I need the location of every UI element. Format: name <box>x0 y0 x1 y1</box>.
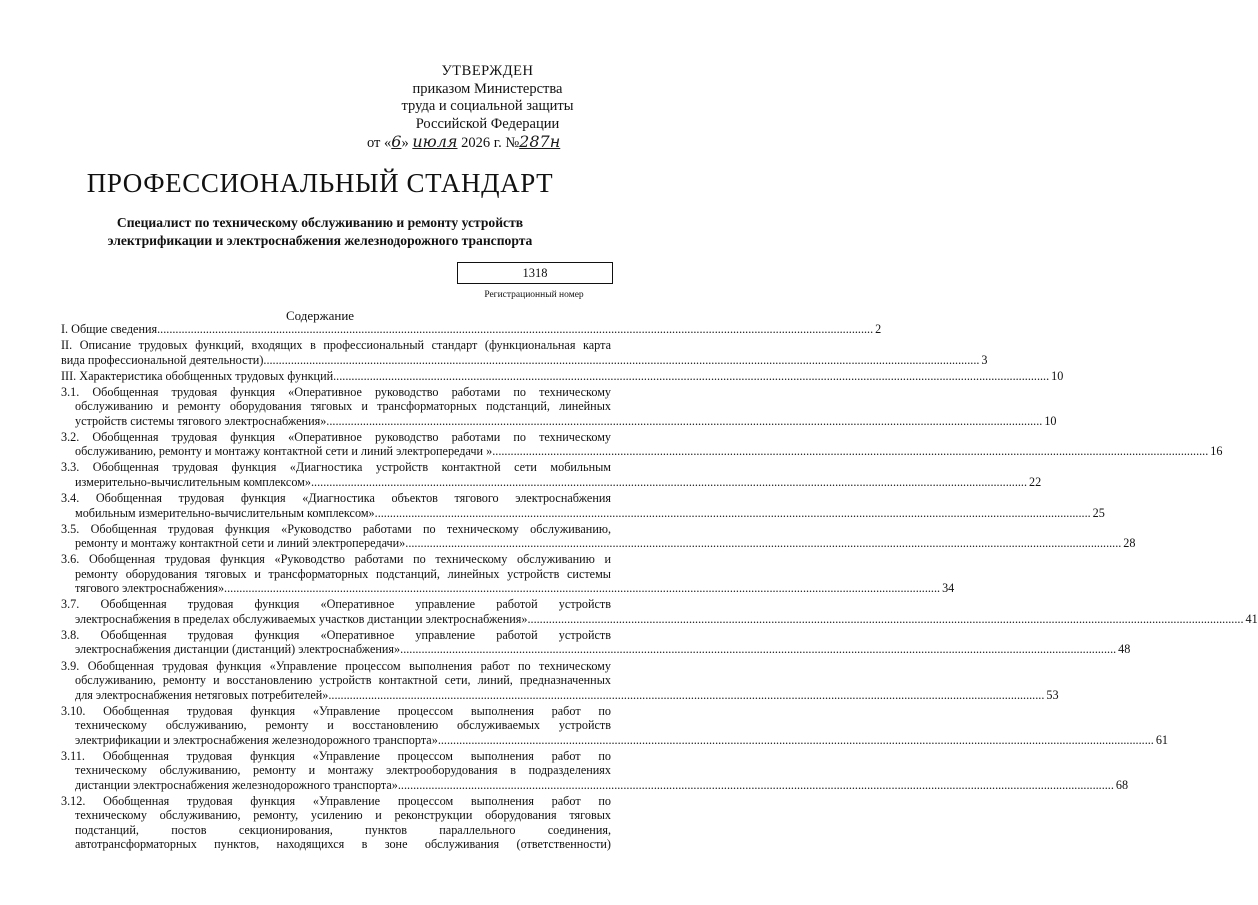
toc-entry-line: 3.4. Обобщенная трудовая функция «Диагностика объектов тягового электроснабжения <box>61 491 611 506</box>
toc-leader-dots <box>326 414 1042 429</box>
toc-page-number: 68 <box>1115 777 1129 792</box>
toc-entry-text: для электроснабжения нетяговых потребителей» <box>75 687 329 702</box>
toc-entry-line: 3.9. Обобщенная трудовая функция «Управление процессом выполнения работ по техническому <box>61 658 611 673</box>
approval-date-line <box>365 133 610 153</box>
toc-entry-line: 3.1. Обобщенная трудовая функция «Оперативное руководство работами по техническому <box>61 384 611 399</box>
approval-block <box>365 63 610 153</box>
toc-page-number: 25 <box>1092 505 1105 520</box>
toc-entry-line: ремонту оборудования тяговых и трансформаторных подстанций, линейных устройств системы <box>75 566 611 581</box>
toc-leader-dots <box>311 475 1027 490</box>
toc-entry-line: обслуживанию и ремонту оборудования тяговых и трансформаторных подстанций, линейных <box>75 399 611 414</box>
toc-leader-dots <box>438 733 1154 748</box>
toc-page-number: 10 <box>1051 368 1064 383</box>
toc-entry[interactable] <box>61 703 1169 748</box>
toc-title: Содержание <box>285 308 355 323</box>
toc-entry-text: тягового электроснабжения» <box>75 581 225 596</box>
toc-entry-last-line <box>75 474 1042 490</box>
toc-entry-line: подстанций, постов секционирования, пунктов параллельного соединения, <box>75 822 611 837</box>
table-of-contents <box>61 322 1258 853</box>
document-title: ПРОФЕССИОНАЛЬНЫЙ СТАНДАРТ <box>86 168 554 198</box>
toc-page-number: 2 <box>875 322 882 336</box>
toc-entry[interactable] <box>61 460 1042 489</box>
toc-entry[interactable] <box>61 491 1105 520</box>
toc-entry-line: техническому обслуживанию, ремонту и монтажу электрооборудования в подразделениях <box>75 763 611 778</box>
toc-entry-line: 3.6. Обобщенная трудовая функция «Руководство работами по техническому обслуживанию и <box>61 552 611 567</box>
toc-page-number: 61 <box>1155 732 1169 747</box>
date-month-handwritten: июля <box>412 132 458 151</box>
toc-page-number: 53 <box>1046 687 1059 702</box>
toc-page-number: 16 <box>1210 444 1223 459</box>
toc-leader-dots <box>224 581 940 596</box>
toc-leader-dots <box>157 322 873 337</box>
toc-entry[interactable] <box>61 658 1059 703</box>
toc-entry-text: электроснабжения в пределах обслуживаемых участков дистанции электроснабжения» <box>75 611 528 626</box>
toc-entry-text: мобильным измерительно-вычислительным комплексом» <box>75 505 375 520</box>
toc-leader-dots <box>398 778 1114 793</box>
toc-page-number: 48 <box>1118 642 1131 657</box>
toc-entry-last-line <box>75 444 1223 459</box>
toc-entry-last-line <box>75 687 1059 703</box>
toc-entry-text: обслуживанию, ремонту и монтажу контактной сети и линий электропередачи » <box>75 444 493 459</box>
registration-number-label: Регистрационный номер <box>484 290 584 300</box>
toc-entry-line: обслуживанию, ремонту и восстановлению устройств контактной сети, линий, предназначенных <box>75 673 611 688</box>
toc-page-number: 34 <box>942 581 955 596</box>
toc-entry[interactable] <box>61 384 1057 429</box>
toc-page-number: 3 <box>981 352 988 367</box>
approval-title: УТВЕРЖДЕН <box>441 63 534 79</box>
toc-entry-last-line <box>75 505 1105 521</box>
date-day-handwritten: 6 <box>391 132 402 151</box>
date-prefix: от « <box>367 135 392 151</box>
toc-entry-last-line <box>75 536 1136 551</box>
toc-entry-text: вида профессиональной деятельности) <box>61 352 264 367</box>
toc-entry-line: техническому обслуживанию, ремонту и восстановлению обслуживаемых устройств <box>75 718 611 733</box>
toc-leader-dots <box>492 444 1208 459</box>
toc-entry[interactable] <box>61 521 1136 551</box>
registration-number-box: 1318 <box>457 262 613 284</box>
toc-page-number: 41 <box>1245 611 1258 626</box>
toc-leader-dots <box>333 369 1049 384</box>
toc-page-number: 22 <box>1029 474 1042 489</box>
toc-entry-last-line <box>75 732 1169 748</box>
toc-entry-last-line <box>61 322 882 337</box>
toc-entry-text: III. Характеристика обобщенных трудовых функций <box>61 368 334 383</box>
approval-line-3: Российской Федерации <box>415 115 560 132</box>
date-sep: » <box>401 135 409 151</box>
toc-entry-line: 3.12. Обобщенная трудовая функция «Управление процессом выполнения работ по <box>61 793 611 808</box>
toc-entry-line: 3.8. Обобщенная трудовая функция «Оперативное управление работой устройств <box>61 627 611 642</box>
toc-entry[interactable] <box>61 627 1131 657</box>
toc-entry-line: 3.10. Обобщенная трудовая функция «Управление процессом выполнения работ по <box>61 703 611 718</box>
date-year: 2026 г. № <box>461 135 520 151</box>
toc-entry-line: техническому обслуживанию, ремонту, усилению и реконструкции оборудования тяговых <box>75 808 611 823</box>
toc-entry-line: 3.5. Обобщенная трудовая функция «Руководство работами по техническому обслуживанию, <box>61 521 611 536</box>
approval-line-1: приказом Министерства <box>412 80 563 97</box>
toc-entry[interactable] <box>61 748 1129 793</box>
toc-entry-text: ремонту и монтажу контактной сети и линий электропередачи» <box>75 536 406 551</box>
toc-entry[interactable] <box>61 794 611 852</box>
toc-entry-last-line <box>75 611 1258 627</box>
approval-line-2: труда и социальной защиты <box>401 98 574 114</box>
toc-entry[interactable] <box>61 368 1064 384</box>
order-number-handwritten: 287н <box>519 132 561 151</box>
toc-entry-line: 3.7. Обобщенная трудовая функция «Оперативное управление работой устройств <box>61 597 611 612</box>
toc-leader-dots <box>405 536 1121 551</box>
toc-entry-last-line <box>61 368 1064 384</box>
toc-entry-last-line <box>75 642 1131 657</box>
toc-entry-text: дистанции электроснабжения железнодорожного транспорта» <box>75 777 398 792</box>
toc-entry[interactable] <box>61 429 1223 459</box>
toc-entry[interactable] <box>61 322 882 337</box>
toc-entry-text: I. Общие сведения <box>61 322 158 336</box>
standard-name <box>70 214 570 250</box>
toc-leader-dots <box>527 612 1243 627</box>
toc-leader-dots <box>400 642 1116 657</box>
toc-entry-last-line <box>75 777 1129 793</box>
standard-name-line-1: Специалист по техническому обслуживанию и ремонту устройств <box>116 215 524 230</box>
toc-page-number: 28 <box>1123 536 1136 551</box>
toc-leader-dots <box>328 688 1044 703</box>
toc-entry-line: автотрансформаторных пунктов, находящихся в зоне обслуживания (ответственности) <box>75 837 611 852</box>
toc-entry-last-line <box>75 413 1057 429</box>
toc-entry-last-line <box>61 352 988 368</box>
toc-entry-text: электроснабжения дистанции (дистанций) электроснабжения» <box>75 642 401 657</box>
toc-entry-line: II. Описание трудовых функций, входящих в профессиональный стандарт (функциональная карта <box>61 338 611 353</box>
toc-entry-text: электрификации и электроснабжения железнодорожного транспорта» <box>75 732 438 747</box>
toc-entry[interactable] <box>61 552 955 596</box>
toc-leader-dots <box>263 353 979 368</box>
toc-entry-line: 3.11. Обобщенная трудовая функция «Управление процессом выполнения работ по <box>61 748 611 763</box>
toc-leader-dots <box>375 506 1091 521</box>
toc-entry-last-line <box>75 581 955 596</box>
toc-page-number: 10 <box>1044 413 1057 428</box>
toc-entry-text: устройств системы тягового электроснабжения» <box>75 413 327 428</box>
toc-entry-text: измерительно-вычислительным комплексом» <box>75 474 311 489</box>
toc-entry-line: 3.3. Обобщенная трудовая функция «Диагностика устройств контактной сети мобильным <box>61 460 611 475</box>
toc-entry[interactable] <box>61 597 1258 626</box>
toc-entry[interactable] <box>61 338 988 367</box>
standard-name-line-2: электрификации и электроснабжения железнодорожного транспорта <box>107 233 533 248</box>
toc-entry-line: 3.2. Обобщенная трудовая функция «Оперативное руководство работами по техническому <box>61 429 611 444</box>
